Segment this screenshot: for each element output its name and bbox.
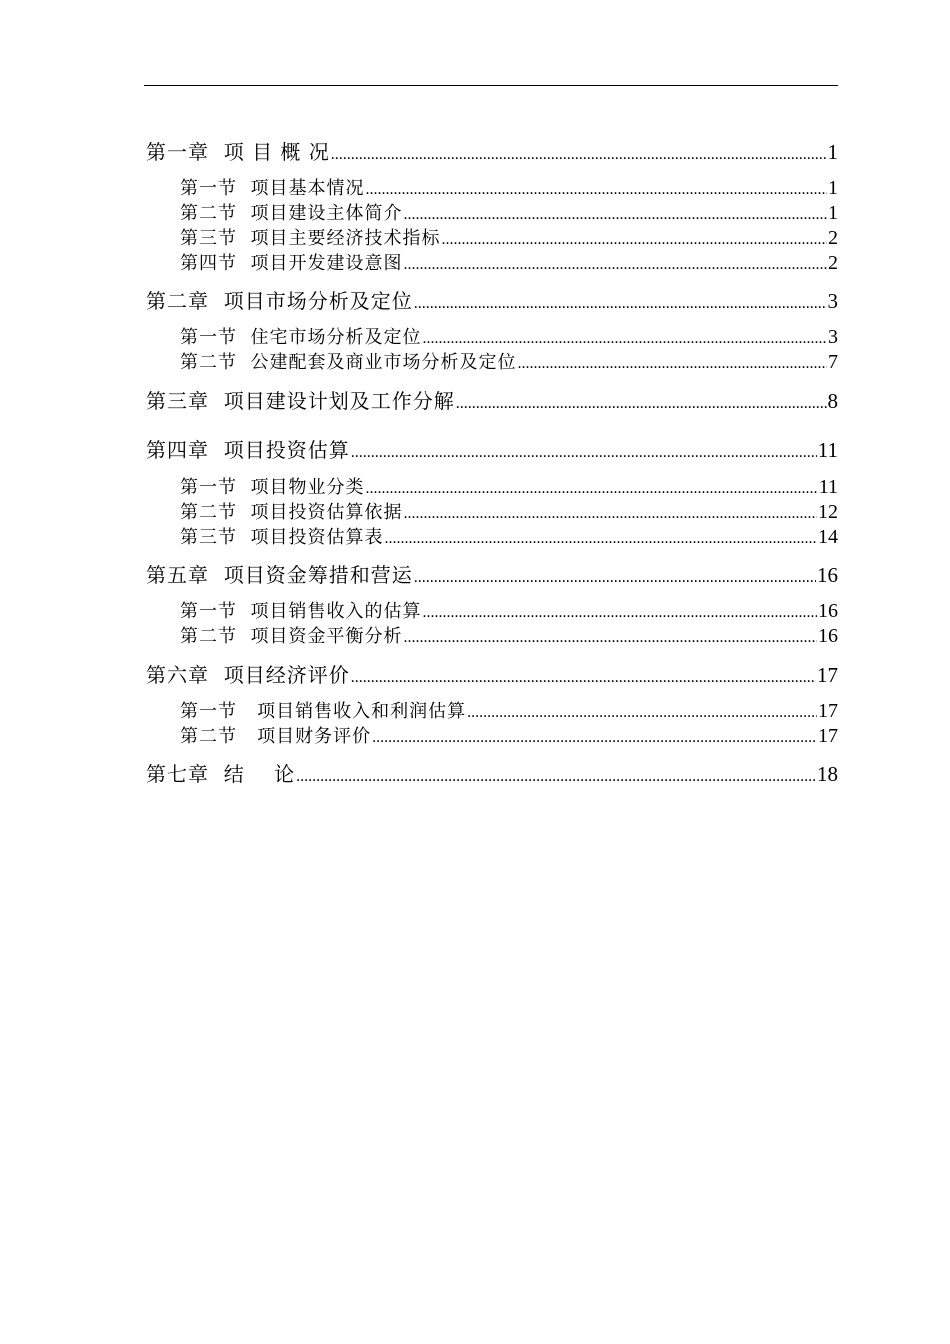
toc-chapter-4[interactable] <box>146 434 838 463</box>
dot-leader <box>351 444 817 462</box>
toc-entry-title: 第一节 项目销售收入的估算 <box>180 601 422 622</box>
toc-entry-title: 第四节 项目开发建设意图 <box>180 253 403 274</box>
dot-leader <box>517 355 827 373</box>
toc-entry-title: 第二章 项目市场分析及定位 <box>146 289 413 313</box>
toc-section-5-2[interactable] <box>180 622 838 648</box>
dot-leader <box>403 256 827 274</box>
toc-section-1-1[interactable] <box>180 174 838 200</box>
toc-section-2-2[interactable] <box>180 348 838 374</box>
toc-entry-page: 17 <box>818 700 838 722</box>
toc-entry-page: 11 <box>818 476 838 498</box>
toc-chapter-1[interactable] <box>146 136 838 165</box>
toc-entry-page: 16 <box>818 600 838 622</box>
toc-entry-page: 16 <box>817 563 838 587</box>
toc-entry-title: 第二节 公建配套及商业市场分析及定位 <box>180 352 517 373</box>
dot-leader <box>331 146 827 164</box>
toc-entry-title: 第四章 项目投资估算 <box>146 438 350 462</box>
toc-entry-title: 第一节 项目物业分类 <box>180 477 365 498</box>
toc-section-4-1[interactable] <box>180 473 838 499</box>
toc-entry-page: 2 <box>828 252 838 274</box>
toc-entry-title: 第一节 住宅市场分析及定位 <box>180 327 422 348</box>
dot-leader <box>441 231 827 249</box>
dot-leader <box>403 629 817 647</box>
toc-entry-title: 第三节 项目主要经济技术指标 <box>180 228 441 249</box>
toc-entry-page: 1 <box>827 140 838 164</box>
dot-leader <box>414 295 827 313</box>
toc-chapter-2[interactable] <box>146 285 838 314</box>
toc-entry-title: 第五章 项目资金筹措和营运 <box>146 563 413 587</box>
toc-entry-title: 第七章 结 论 <box>146 762 296 786</box>
toc-entry-page: 18 <box>817 762 838 786</box>
toc-section-6-2[interactable] <box>180 722 838 748</box>
toc-section-6-1[interactable] <box>180 697 838 723</box>
toc-entry-page: 2 <box>828 227 838 249</box>
toc-chapter-7[interactable] <box>146 758 838 787</box>
toc-entry-page: 17 <box>817 663 838 687</box>
toc-entry-title: 第一节 项目基本情况 <box>180 178 365 199</box>
dot-leader <box>351 669 816 687</box>
dot-leader <box>456 395 827 413</box>
toc-entry-page: 3 <box>828 326 838 348</box>
toc-entry-page: 3 <box>827 289 838 313</box>
toc-entry-title: 第三章 项目建设计划及工作分解 <box>146 389 455 413</box>
toc-section-1-3[interactable] <box>180 224 838 250</box>
toc-section-1-4[interactable] <box>180 249 838 275</box>
dot-leader <box>365 480 817 498</box>
dot-leader <box>422 330 827 348</box>
dot-leader <box>414 569 816 587</box>
toc-entry-page: 7 <box>828 351 838 373</box>
dot-leader <box>467 704 817 722</box>
dot-leader <box>403 505 817 523</box>
toc-section-5-1[interactable] <box>180 597 838 623</box>
dot-leader <box>422 604 817 622</box>
toc-entry-page: 11 <box>817 438 838 462</box>
dot-leader <box>372 729 817 747</box>
toc-chapter-5[interactable] <box>146 559 838 588</box>
dot-leader <box>403 206 827 224</box>
dot-leader <box>296 768 816 786</box>
toc-entry-page: 14 <box>818 526 838 548</box>
toc-entry-title: 第二节 项目财务评价 <box>180 726 372 747</box>
toc-entry-page: 17 <box>818 725 838 747</box>
toc-section-4-2[interactable] <box>180 498 838 524</box>
dot-leader <box>365 181 827 199</box>
toc-entry-page: 1 <box>828 177 838 199</box>
toc-entry-page: 12 <box>818 501 838 523</box>
toc-entry-page: 1 <box>828 202 838 224</box>
toc-entry-page: 8 <box>827 389 838 413</box>
toc-section-1-2[interactable] <box>180 199 838 225</box>
toc-entry-title: 第二节 项目资金平衡分析 <box>180 626 403 647</box>
toc-entry-title: 第三节 项目投资估算表 <box>180 527 384 548</box>
toc-entry-title: 第一节 项目销售收入和利润估算 <box>180 701 467 722</box>
toc-entry-page: 16 <box>818 625 838 647</box>
dot-leader <box>384 530 817 548</box>
toc-entry-title: 第六章 项目经济评价 <box>146 663 350 687</box>
toc-section-4-3[interactable] <box>180 523 838 549</box>
toc-entry-title: 第二节 项目建设主体简介 <box>180 203 403 224</box>
toc-chapter-3[interactable] <box>146 385 838 414</box>
toc-section-2-1[interactable] <box>180 323 838 349</box>
header-rule <box>144 85 838 86</box>
toc-chapter-6[interactable] <box>146 659 838 688</box>
toc-entry-title: 第一章 项 目 概 况 <box>146 140 330 164</box>
toc-entry-title: 第二节 项目投资估算依据 <box>180 502 403 523</box>
